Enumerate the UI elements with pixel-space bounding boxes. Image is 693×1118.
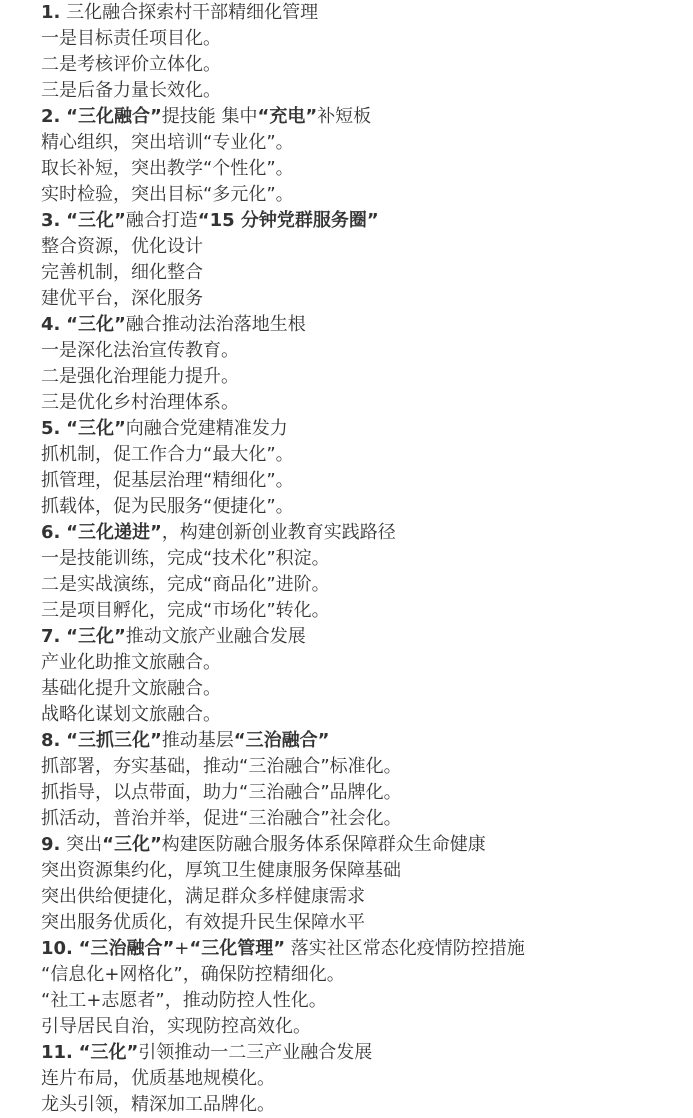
section-number: 2. xyxy=(41,106,61,127)
section-title: “三化”融合推动法治落地生根 xyxy=(66,314,306,335)
list-item: 抓指导，以点带面，助力“三治融合”品牌化。 xyxy=(41,782,402,803)
section-heading xyxy=(41,728,691,754)
list-item: 二是实战演练，完成“商品化”进阶。 xyxy=(41,574,330,595)
list-item: 完善机制，细化整合 xyxy=(41,262,203,283)
section-heading xyxy=(41,104,691,130)
list-item: 抓机制，促工作合力“最大化”。 xyxy=(41,444,294,465)
list-item: 抓活动，普治并举，促进“三治融合”社会化。 xyxy=(41,808,402,829)
section-number: 8. xyxy=(41,730,61,751)
section-title: “三化”推动文旅产业融合发展 xyxy=(66,626,306,647)
section-title: “三治融合”+“三化管理” 落实社区常态化疫情防控措施 xyxy=(78,938,525,959)
section-title: “三化融合”提技能 集中“充电”补短板 xyxy=(66,106,372,127)
section-title: “三化”引领推动一二三产业融合发展 xyxy=(78,1042,373,1063)
section-title: “三化”向融合党建精准发力 xyxy=(66,418,288,439)
section-title: “三抓三化”推动基层“三治融合” xyxy=(66,730,330,751)
list-item: 建优平台，深化服务 xyxy=(41,288,203,309)
section-number: 10. xyxy=(41,938,73,959)
section-number: 6. xyxy=(41,522,61,543)
list-item: 实时检验，突出目标“多元化”。 xyxy=(41,184,294,205)
list-item: 一是目标责任项目化。 xyxy=(41,28,221,49)
list-item: 引导居民自治，实现防控高效化。 xyxy=(41,1016,311,1037)
list-item: 连片布局，优质基地规模化。 xyxy=(41,1068,275,1089)
section-title: 三化融合探索村干部精细化管理 xyxy=(60,2,319,23)
list-item: 基础化提升文旅融合。 xyxy=(41,678,221,699)
list-item: 取长补短，突出教学“个性化”。 xyxy=(41,158,294,179)
section-number: 11. xyxy=(41,1042,73,1063)
section-heading xyxy=(41,624,691,650)
list-item: 突出供给便捷化，满足群众多样健康需求 xyxy=(41,886,365,907)
section-heading xyxy=(41,520,691,546)
list-item: 突出资源集约化，厚筑卫生健康服务保障基础 xyxy=(41,860,401,881)
section-number: 3. xyxy=(41,210,61,231)
list-item: 精心组织，突出培训“专业化”。 xyxy=(41,132,294,153)
section-heading xyxy=(41,208,691,234)
list-item: 一是深化法治宣传教育。 xyxy=(41,340,239,361)
list-item: 抓管理，促基层治理“精细化”。 xyxy=(41,470,294,491)
list-item: 三是后备力量长效化。 xyxy=(41,80,221,101)
list-item: 二是考核评价立体化。 xyxy=(41,54,221,75)
list-item: 战略化谋划文旅融合。 xyxy=(41,704,221,725)
list-item: 龙头引领，精深加工品牌化。 xyxy=(41,1094,275,1115)
section-title: “三化递进”，构建创新创业教育实践路径 xyxy=(66,522,396,543)
section-number: 5. xyxy=(41,418,61,439)
list-item: 抓部署，夯实基础，推动“三治融合”标准化。 xyxy=(41,756,402,777)
list-item: 产业化助推文旅融合。 xyxy=(41,652,221,673)
list-item: “社工+志愿者”，推动防控人性化。 xyxy=(41,990,327,1011)
list-item: 抓载体，促为民服务“便捷化”。 xyxy=(41,496,294,517)
section-heading xyxy=(41,312,691,338)
section-heading xyxy=(41,416,691,442)
list-item: 整合资源，优化设计 xyxy=(41,236,203,257)
list-item: 突出服务优质化，有效提升民生保障水平 xyxy=(41,912,365,933)
section-title: “三化”融合打造“15 分钟党群服务圈” xyxy=(66,210,379,231)
list-item: 二是强化治理能力提升。 xyxy=(41,366,239,387)
section-heading xyxy=(41,936,691,962)
list-item: 三是优化乡村治理体系。 xyxy=(41,392,239,413)
list-item: 一是技能训练，完成“技术化”积淀。 xyxy=(41,548,330,569)
section-number: 4. xyxy=(41,314,61,335)
section-number: 1. xyxy=(41,2,61,23)
section-title: 突出“三化”构建医防融合服务体系保障群众生命健康 xyxy=(60,834,486,855)
list-item: “信息化+网格化”，确保防控精细化。 xyxy=(41,964,345,985)
section-heading xyxy=(41,1040,691,1066)
list-item: 三是项目孵化，完成“市场化”转化。 xyxy=(41,600,330,621)
document-body xyxy=(41,0,691,1118)
section-heading xyxy=(41,0,691,26)
section-number: 7. xyxy=(41,626,61,647)
section-number: 9. xyxy=(41,834,61,855)
section-heading xyxy=(41,832,691,858)
